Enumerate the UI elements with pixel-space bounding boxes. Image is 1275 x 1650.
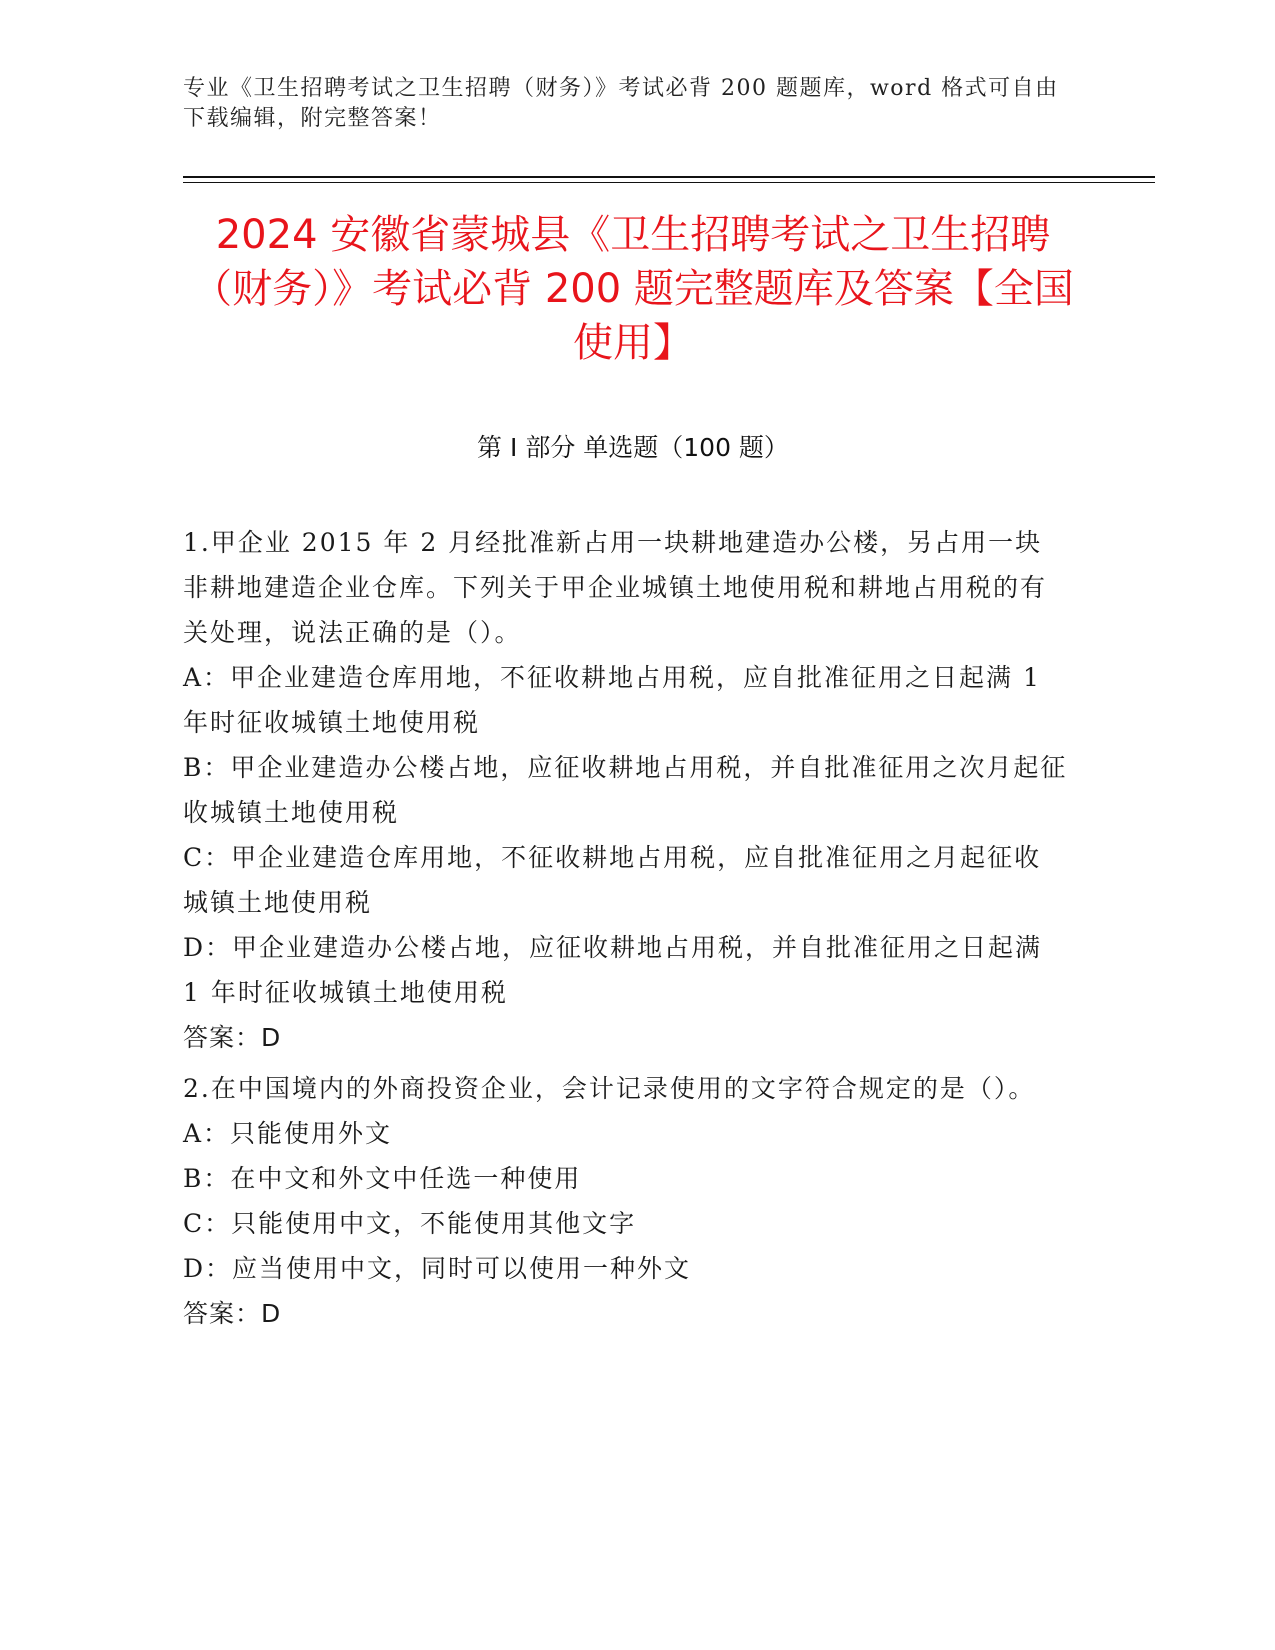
header-note: 专业《卫生招聘考试之卫生招聘（财务）》考试必背 200 题题库，word 格式可自由下载编辑，附完整答案！ [183, 76, 1059, 131]
option-a: A：只能使用外文 [183, 1119, 393, 1148]
answer: 答案：D [183, 1023, 282, 1052]
option-d: D：应当使用中文，同时可以使用一种外文 [183, 1254, 692, 1283]
option-c: C：甲企业建造仓库用地，不征收耕地占用税，应自批准征用之月起征收城镇土地使用税 [183, 843, 1042, 917]
option-d: D：甲企业建造办公楼占地，应征收耕地占用税，并自批准征用之日起满 1 年时征收城镇土地使用税 [183, 933, 1043, 1007]
option-a: A：甲企业建造仓库用地，不征收耕地占用税，应自批准征用之日起满 1 年时征收城镇土地使用税 [183, 663, 1041, 737]
option-c: C：只能使用中文，不能使用其他文字 [183, 1209, 637, 1238]
answer: 答案：D [183, 1299, 282, 1328]
option-b: B：在中文和外文中任选一种使用 [183, 1164, 582, 1193]
question-stem: 2.在中国境内的外商投资企业，会计记录使用的文字符合规定的是（）。 [183, 1074, 1036, 1103]
header-divider-thick [183, 176, 1155, 178]
document-title: 2024 安徽省蒙城县《卫生招聘考试之卫生招聘（财务）》考试必背 200 题完整题库及答案【全国使用】 [192, 212, 1074, 366]
section-title: 第 I 部分 单选题（100 题） [477, 433, 789, 462]
question-block [183, 1066, 1068, 1336]
question-stem: 1.甲企业 2015 年 2 月经批准新占用一块耕地建造办公楼，另占用一块非耕地建造企业仓库。下列关于甲企业城镇土地使用税和耕地占用税的有关处理，说法正确的是（）。 [183, 528, 1048, 647]
header-divider-thin [183, 182, 1155, 183]
option-b: B：甲企业建造办公楼占地，应征收耕地占用税，并自批准征用之次月起征收城镇土地使用税 [183, 753, 1068, 827]
question-block [183, 520, 1068, 1060]
